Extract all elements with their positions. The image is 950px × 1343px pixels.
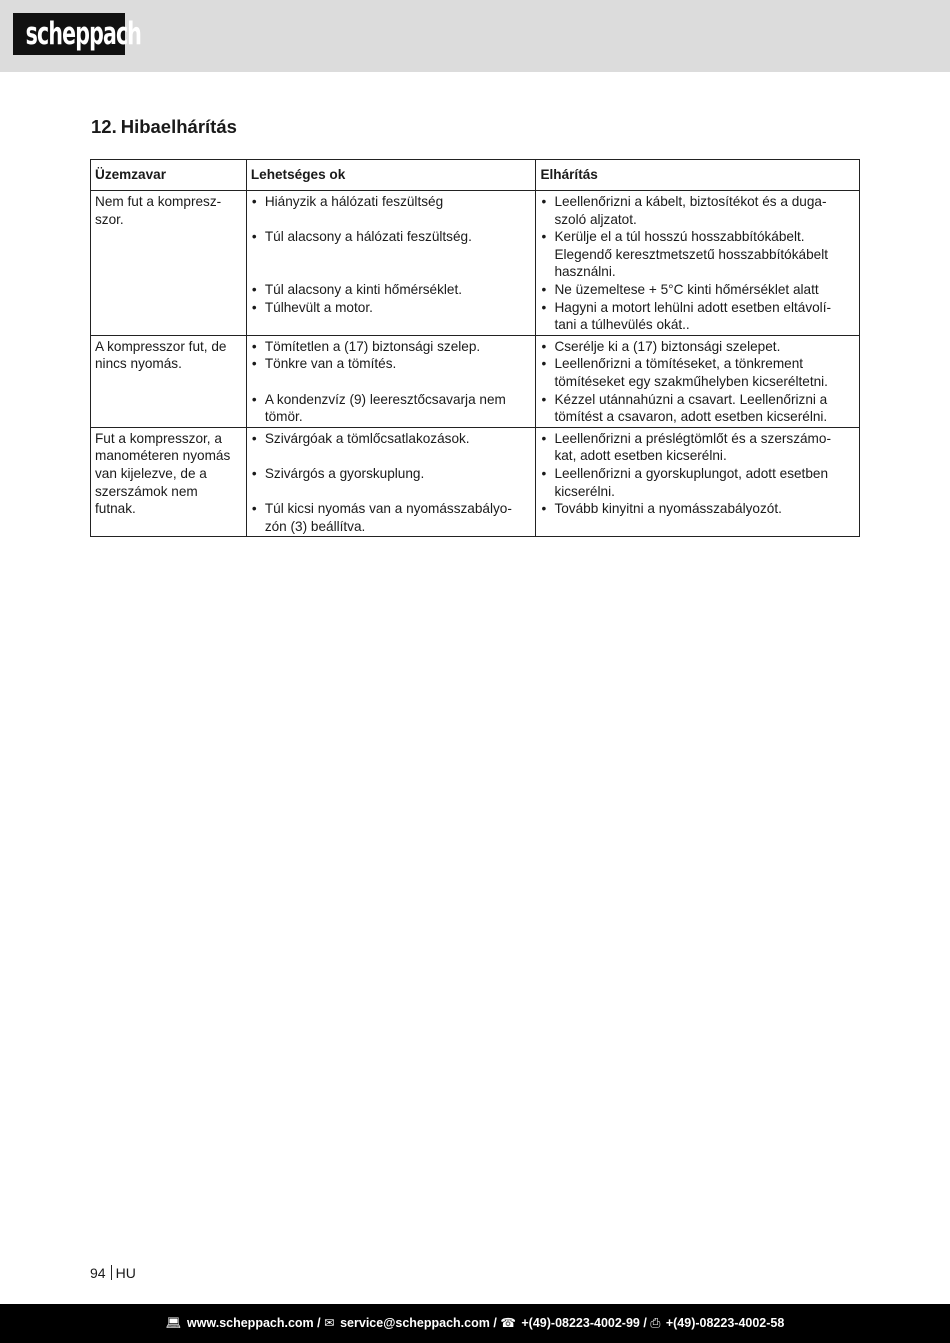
fault-text: Nem fut a kompresz- szor.	[95, 194, 222, 227]
cause-cell	[246, 191, 536, 336]
list-item: • A kondenzvíz (9) leeresztőcsavarja nem tömör.	[251, 391, 532, 426]
email-link[interactable]: service@scheppach.com	[340, 1316, 490, 1330]
phone-icon: ☎	[500, 1316, 516, 1330]
list-item: • Tömítetlen a (17) biztonsági szelep.	[251, 338, 532, 356]
list-item: • Túl kicsi nyomás van a nyomásszabályo- zón (3) beállítva.	[251, 500, 532, 535]
fax-number: +(49)-08223-4002-58	[665, 1316, 785, 1330]
list-item: • Tovább kinyitni a nyomásszabályozót.	[540, 500, 855, 518]
list-item: • Szivárgós a gyorskuplung.	[251, 465, 532, 483]
cause-cell	[246, 427, 536, 537]
list-item: • Leellenőrizni a tömítéseket, a tönkrement tömítéseket egy szakműhelyben kicseréltetni.	[540, 355, 855, 390]
section-number: 12.	[91, 116, 117, 137]
list-item: • Leellenőrizni a gyorskuplungot, adott esetben kicserélni.	[540, 465, 855, 500]
fault-cell	[91, 427, 247, 537]
fault-cell	[91, 335, 247, 427]
phone-number: +(49)-08223-4002-99	[521, 1316, 640, 1330]
list-item: • Kerülje el a túl hosszú hosszabbítókábelt. Elegendő keresztmetszetű hosszabbítókábelt használni.	[540, 228, 855, 281]
laptop-icon: 💻︎	[165, 1316, 182, 1330]
list-item: • Leellenőrizni a préslégtömlőt és a szerszámo- kat, adott esetben kicserélni.	[540, 430, 855, 465]
list-item: • Ne üzemeltese + 5°C kinti hőmérséklet alatt	[540, 281, 855, 299]
separator: /	[493, 1316, 497, 1330]
list-item: • Túl alacsony a hálózati feszültség.	[251, 228, 532, 246]
list-item: • Túlhevült a motor.	[251, 299, 532, 317]
header-bar	[0, 0, 950, 72]
cause-cell	[246, 335, 536, 427]
page-number: 94	[90, 1265, 106, 1281]
list-item: • Szivárgóak a tömlőcsatlakozások.	[251, 430, 532, 448]
separator: /	[643, 1316, 647, 1330]
remedy-cell	[536, 191, 860, 336]
table-row	[91, 191, 860, 336]
table-header-row	[91, 160, 860, 191]
list-item: • Túl alacsony a kinti hőmérséklet.	[251, 281, 532, 299]
scheppach-logo: scheppach	[13, 13, 125, 55]
website-link[interactable]: www.scheppach.com	[187, 1316, 314, 1330]
list-item: • Leellenőrizni a kábelt, biztosítékot és a duga- szoló aljzatot.	[540, 193, 855, 228]
table-row	[91, 335, 860, 427]
header-fault: Üzemzavar	[91, 160, 247, 191]
header-remedy: Elhárítás	[536, 160, 860, 191]
header-cause: Lehetséges ok	[246, 160, 536, 191]
page-separator	[111, 1265, 112, 1280]
contact-bar	[0, 1304, 950, 1343]
section-title-text: Hibaelhárítás	[120, 116, 237, 137]
language-code: HU	[115, 1265, 136, 1281]
remedy-cell	[536, 335, 860, 427]
list-item: • Hiányzik a hálózati feszültség	[251, 193, 532, 211]
table-row	[91, 427, 860, 537]
list-item: • Cserélje ki a (17) biztonsági szelepet.	[540, 338, 855, 356]
remedy-cell	[536, 427, 860, 537]
fault-text: A kompresszor fut, de nincs nyomás.	[95, 338, 227, 372]
separator: /	[317, 1316, 321, 1330]
fault-cell	[91, 191, 247, 336]
section-title	[91, 116, 237, 138]
page-footer	[90, 1265, 136, 1281]
fault-text: Fut a kompresszor, a manométeren nyomás van kijelezve, de a szerszámok nem futnak.	[95, 430, 231, 517]
list-item: • Hagyni a motort lehülni adott esetben eltávolí- tani a túlhevülés okát..	[540, 299, 855, 334]
list-item: • Kézzel utánnahúzni a csavart. Leellenőrizni a tömítést a csavaron, adott esetben kicserélni.	[540, 391, 855, 426]
fax-icon: ⎙	[650, 1316, 661, 1330]
troubleshooting-table	[90, 159, 860, 537]
envelope-icon: ✉︎	[324, 1316, 335, 1330]
list-item: • Tönkre van a tömítés.	[251, 355, 532, 373]
